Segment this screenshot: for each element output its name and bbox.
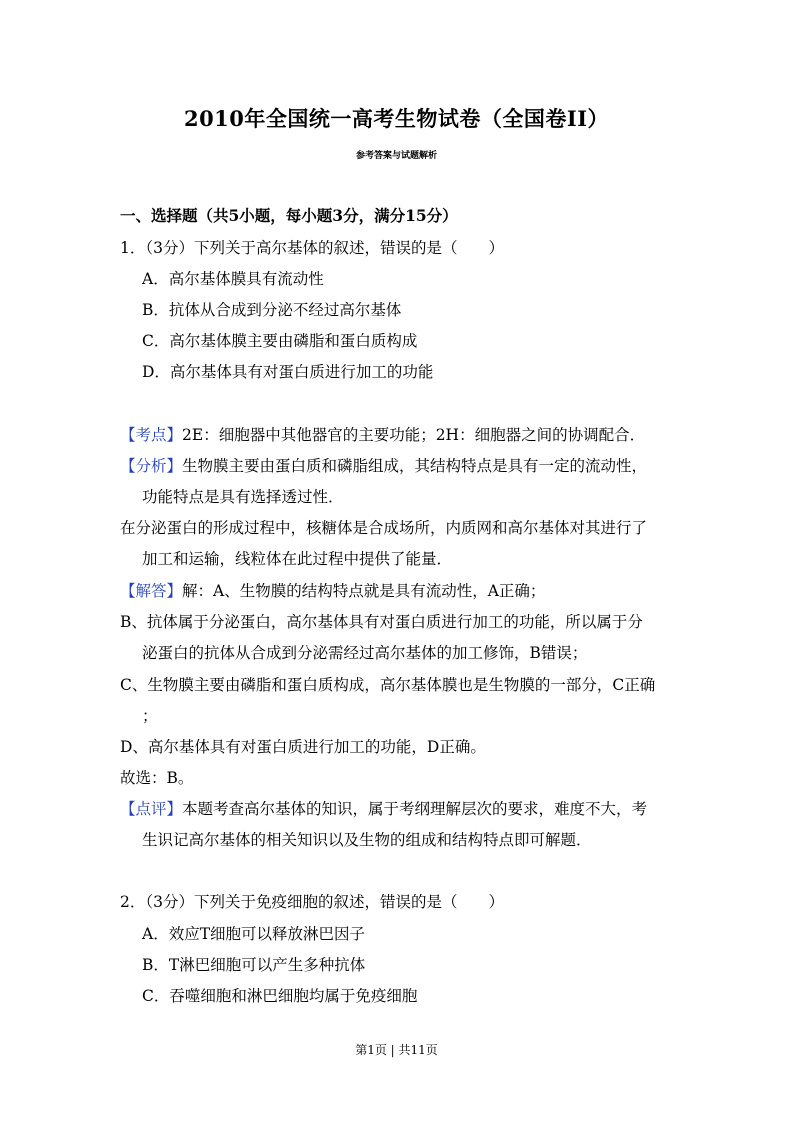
- jieda-text-2: B、抗体属于分泌蛋白，高尔基体具有对蛋白质进行加工的功能，所以属于分: [120, 613, 643, 631]
- fenxi-text-1: 生物膜主要由蛋白质和磷脂组成，其结构特点是具有一定的流动性，: [182, 457, 648, 475]
- page-subtitle: 参考答案与试题解析: [355, 151, 437, 161]
- q1-fenxi: [120, 456, 647, 476]
- section-heading: 一、选择题（共5小题，每小题3分，满分15分）: [120, 206, 458, 225]
- jieda-text-5: ；: [142, 707, 158, 725]
- q2-option-b: B．T淋巴细胞可以产生多种抗体: [142, 956, 366, 974]
- q1-option-d: D．高尔基体具有对蛋白质进行加工的功能: [142, 363, 434, 381]
- dianping-text-1: 本题考查高尔基体的知识，属于考纲理解层次的要求，难度不大，考: [182, 800, 648, 818]
- jieda-text-6: D、高尔基体具有对蛋白质进行加工的功能，D正确。: [120, 738, 486, 756]
- jieda-tag: 【解答】: [120, 582, 183, 600]
- q1-option-b: B．抗体从合成到分泌不经过高尔基体: [142, 301, 402, 319]
- q1-jieda: [120, 581, 545, 601]
- kaodian-text: 2E：细胞器中其他器官的主要功能；2H：细胞器之间的协调配合．: [182, 426, 646, 444]
- q2-option-c: C．吞噬细胞和淋巴细胞均属于免疫细胞: [142, 987, 418, 1005]
- q1-answer: 故选：B。: [120, 769, 194, 787]
- fenxi-text-2: 功能特点是具有选择透过性．: [142, 488, 344, 506]
- jieda-text-1: 解：A、生物膜的结构特点就是具有流动性，A正确；: [182, 582, 546, 600]
- page-title: 2010年全国统一高考生物试卷（全国卷II）: [183, 106, 610, 131]
- dianping-tag: 【点评】: [120, 800, 183, 818]
- q1-kaodian: [120, 425, 645, 445]
- fenxi-tag: 【分析】: [120, 457, 183, 475]
- q2-stem: 2．（3分）下列关于免疫细胞的叙述，错误的是（ ）: [120, 893, 504, 911]
- fenxi-text-3: 在分泌蛋白的形成过程中，核糖体是合成场所，内质网和高尔基体对其进行了: [120, 519, 648, 537]
- page-footer: 第1页 | 共11页: [355, 1043, 438, 1057]
- q2-option-a: A．效应T细胞可以释放淋巴因子: [142, 925, 366, 943]
- dianping-text-2: 生识记高尔基体的相关知识以及生物的组成和结构特点即可解题．: [142, 831, 592, 849]
- q1-option-a: A．高尔基体膜具有流动性: [142, 270, 324, 288]
- q1-dianping: [120, 799, 647, 819]
- jieda-text-4: C、生物膜主要由磷脂和蛋白质构成，高尔基体膜也是生物膜的一部分，C正确: [120, 676, 656, 694]
- q1-option-c: C．高尔基体膜主要由磷脂和蛋白质构成: [142, 332, 418, 350]
- jieda-text-3: 泌蛋白的抗体从合成到分泌需经过高尔基体的加工修饰，B错误；: [142, 644, 588, 662]
- q1-stem: 1．（3分）下列关于高尔基体的叙述，错误的是（ ）: [120, 239, 504, 257]
- kaodian-tag: 【考点】: [120, 426, 183, 444]
- fenxi-text-4: 加工和运输，线粒体在此过程中提供了能量．: [142, 550, 453, 568]
